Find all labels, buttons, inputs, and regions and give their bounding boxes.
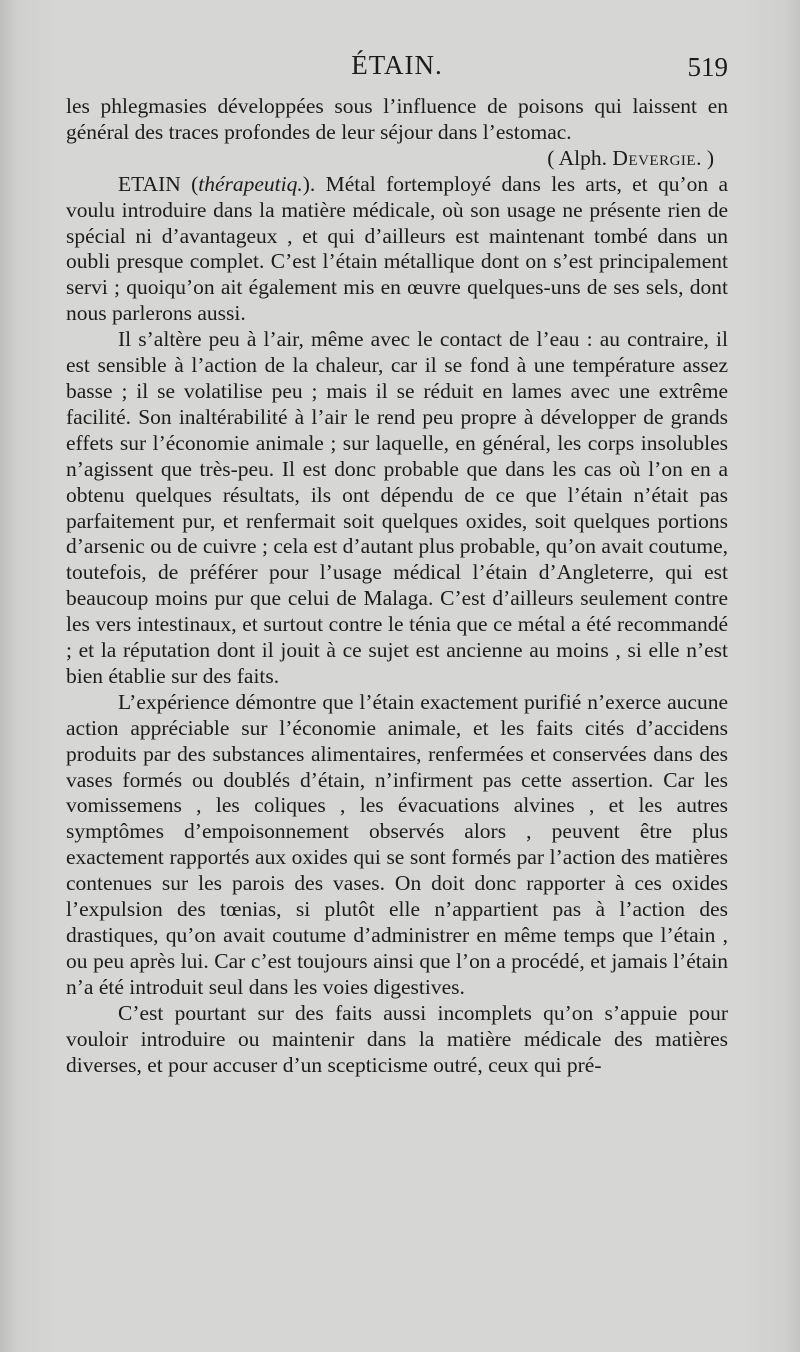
paragraph-2: Il s’altère peu à l’air, même avec le contact de l’eau : au contraire, il est sensible à l’action de la chaleur, car il se fond à une température assez basse ; il se volatilise peu ; mais il se réduit en lames avec une extrême facilité. Son inaltérabilité à l’air le rend peu propre à développer de grands effets sur l’économie animale ; sur laquelle, en général, les corps insolubles n’agissent que très-peu. Il est donc probable que dans les cas où l’on en a obtenu quelques résultats, ils ont dépendu de ce que l’étain n’était pas parfaitement pur, et renfermait soit quelques oxides, soit quelques portions d’arsenic ou de cuivre ; cela est d’autant plus probable, qu’on avait coutume, toutefois, de préférer pour l’usage médical l’étain d’Angleterre, qui est beaucoup moins pur que celui de Malaga. C’est d’ailleurs seulement contre les vers intestinaux, et surtout contre le ténia que ce métal a été recommandé ; et la réputation dont il jouit à ce sujet est ancienne au moins , si elle n’est bien établie sur des faits. [66,327,728,688]
entry-headword: ETAIN [118,171,181,196]
running-title: ÉTAIN. [351,50,443,80]
entry-term: thérapeutiq. [198,171,303,196]
attribution-close: . ) [696,145,714,170]
entry-term-open: ( [180,171,199,196]
paragraph-4: C’est pourtant sur des faits aussi incomplets qu’on s’appuie pour vouloir introduire ou maintenir dans la matière médicale des matières diverses, et pour accuser d’un scepticisme outré, ceux qui pré- [66,1000,728,1077]
body-text [66,94,728,1078]
running-head [66,48,728,88]
entry-term-close: ). [302,171,316,196]
paragraph-continued: les phlegmasies développées sous l’influence de poisons qui laissent en général des traces profondes de leur séjour dans l’estomac. [66,94,728,144]
author-attribution [66,146,728,172]
author-name: Devergie [612,145,697,170]
page-number: 519 [687,52,728,82]
attribution-open: ( Alph. [547,145,613,170]
entry-text: Métal fortemployé dans les arts, et qu’on a voulu introduire dans la matière médicale, où son usage ne présente rien de spécial ni d’avantageux , et qui d’ailleurs est maintenant tombé dans un oubli presque complet. C’est l’étain métallique dont on s’est principalement servi ; quoiqu’on ait également mis en œuvre quelques-uns de ses sels, dont nous parlerons aussi. [66,171,728,326]
paragraph-entry [66,172,728,327]
paragraph-3: L’expérience démontre que l’étain exactement purifié n’exerce aucune action appréciable sur l’économie animale, et les faits cités d’accidens produits par des substances alimentaires, renfermées et conservées dans des vases formés ou doublés d’étain, n’infirment pas cette assertion. Car les vomissemens , les coliques , les évacuations alvines , et les autres symptômes d’empoisonnement observés alors , peuvent être plus exactement rapportés aux oxides qui se sont formés par l’action des matières contenues sur les parois des vases. On doit donc rapporter à ces oxides l’expulsion des tœnias, si plutôt elle n’appartient pas à l’action des drastiques, qu’on avait coutume d’administrer en même temps que l’étain , ou peu après lui. Car c’est toujours ainsi que l’on a procédé, et jamais l’étain n’a été introduit seul dans les voies digestives. [66,689,728,999]
